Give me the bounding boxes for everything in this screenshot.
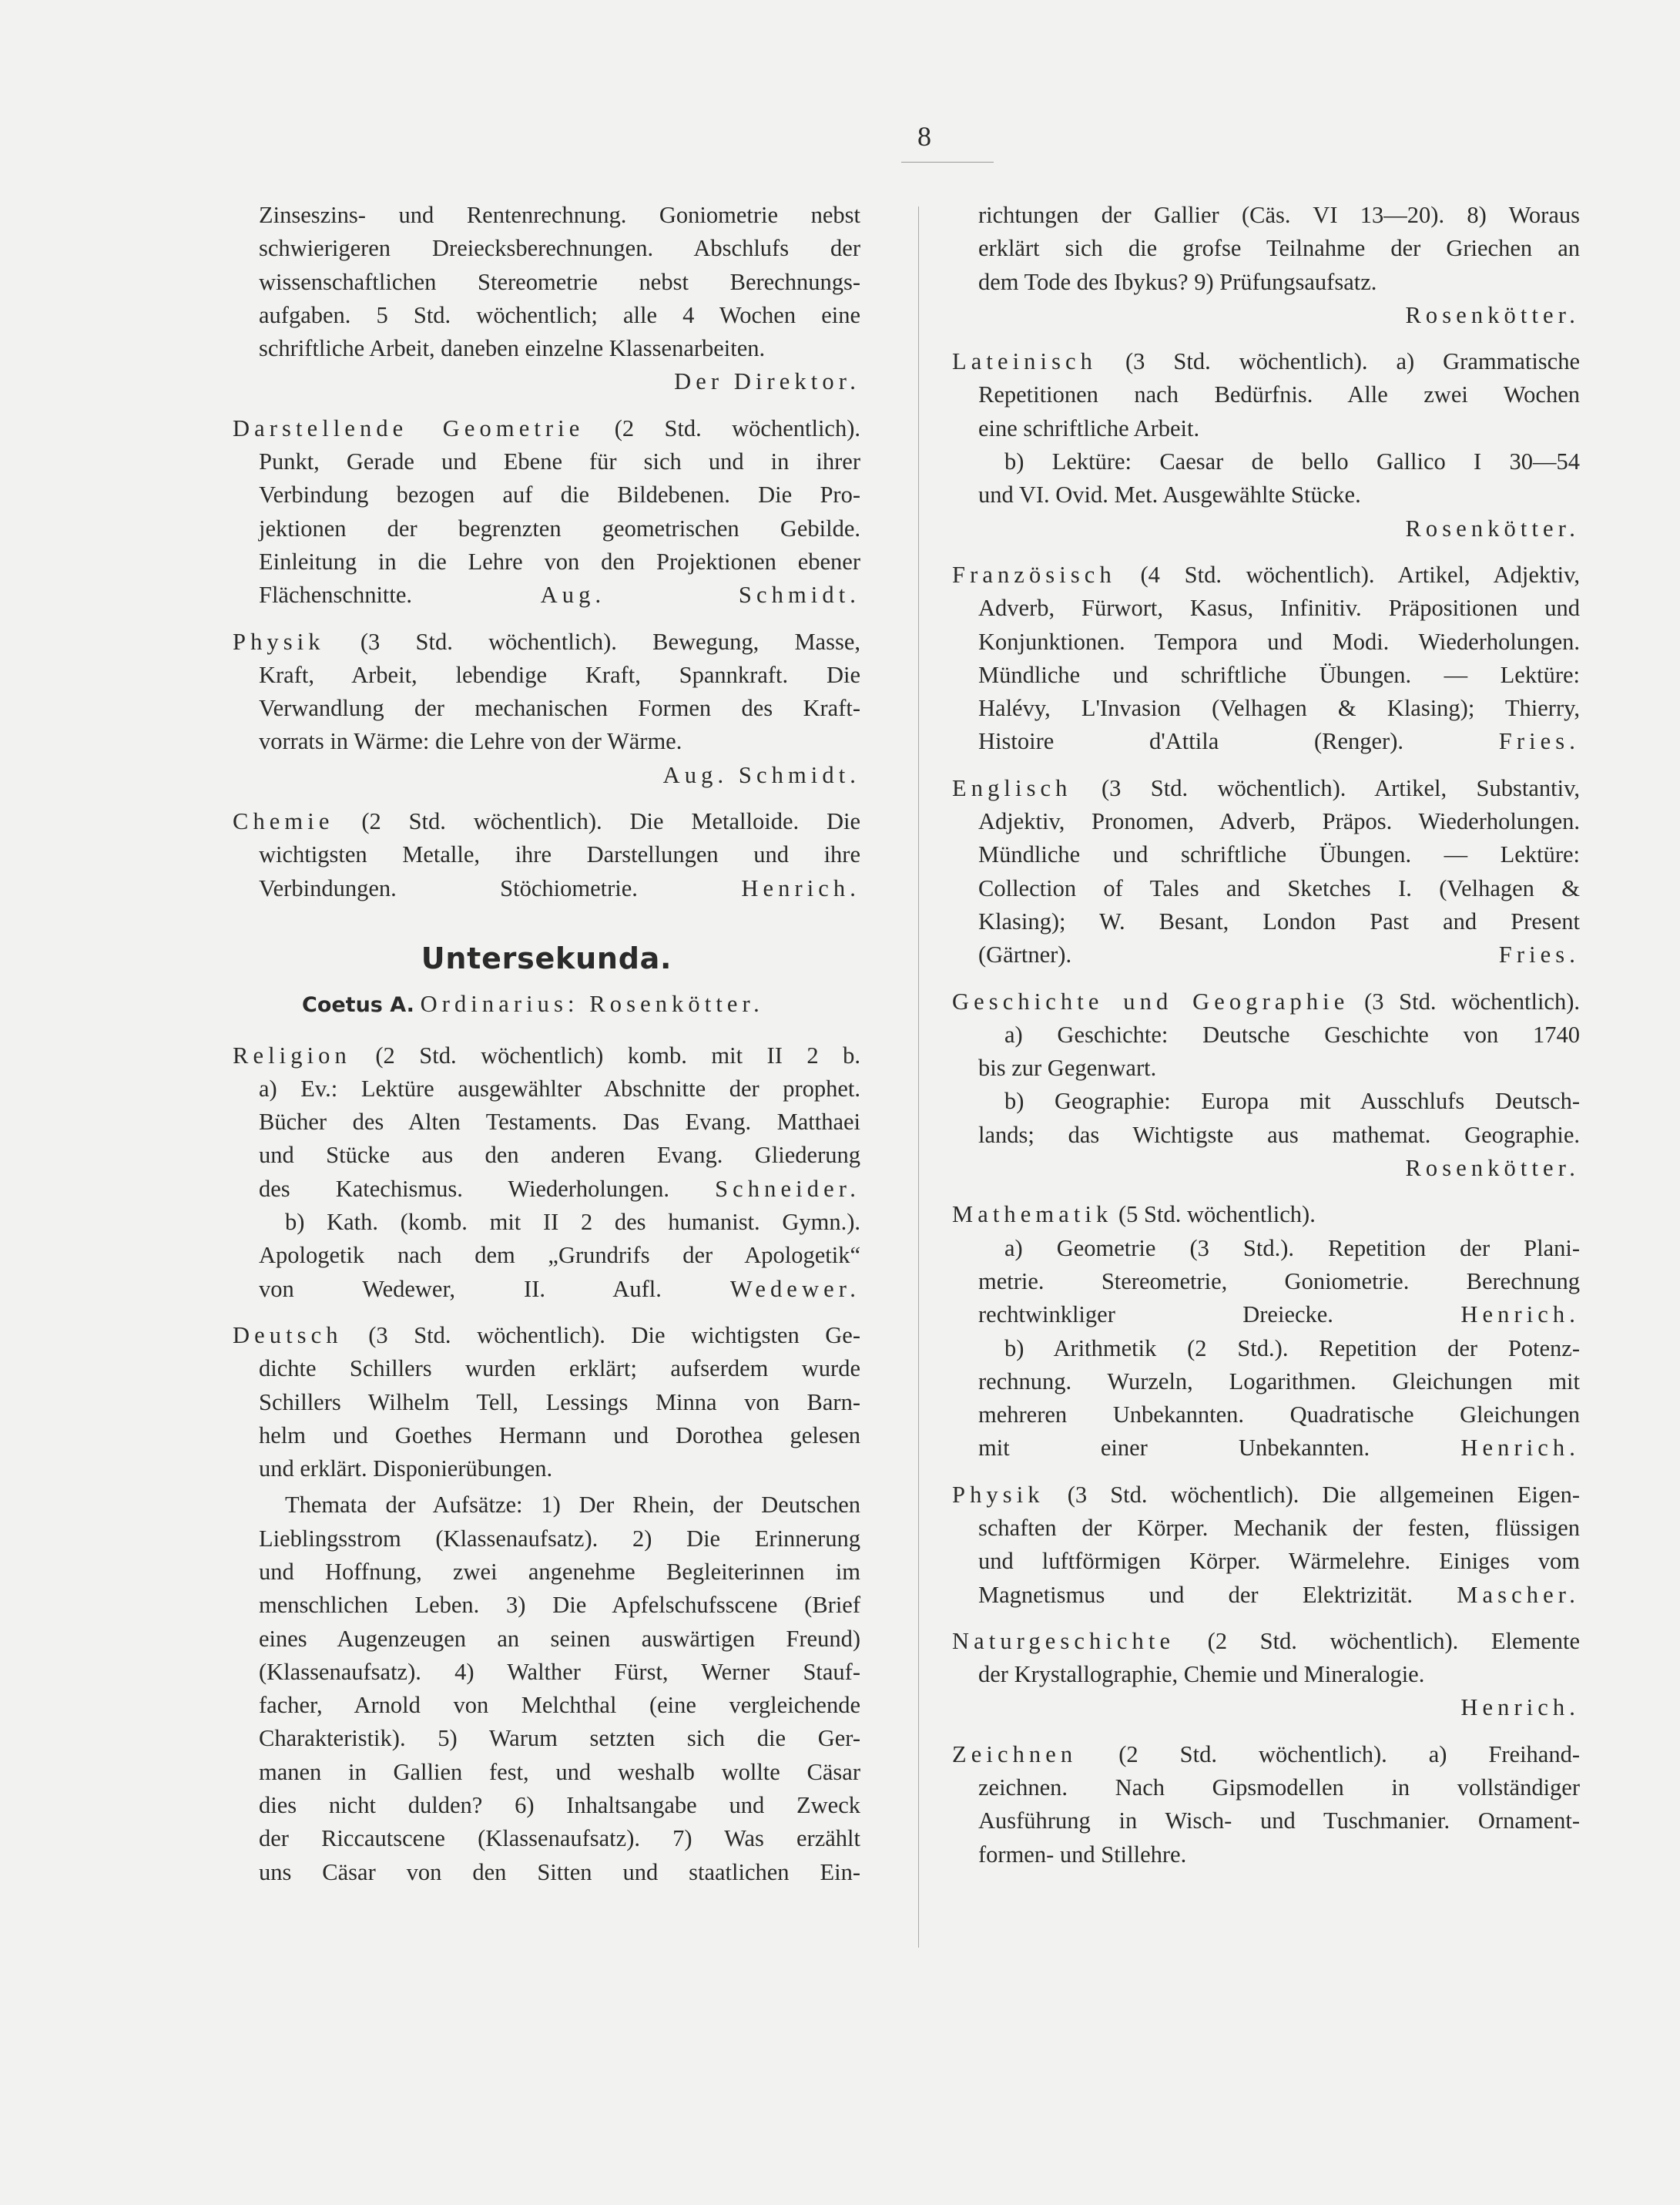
entry-chemie bbox=[233, 805, 860, 905]
text-line: schriftliche Arbeit, daneben einzelne Klassenarbeiten. bbox=[259, 335, 766, 362]
text-line: (4 Std. wöchentlich). Artikel, Adjektiv, bbox=[1115, 561, 1580, 588]
text-line: a) Ev.: Lektüre ausgewählter Abschnitte der prophet. bbox=[259, 1075, 860, 1102]
entry-religion bbox=[233, 1039, 860, 1306]
text-line: Zinseszins- und Rentenrechnung. Goniometrie nebst bbox=[259, 202, 860, 228]
text-line: metrie. Stereometrie, Goniometrie. Berechnung bbox=[978, 1267, 1580, 1294]
entry-franzoesisch bbox=[952, 559, 1580, 759]
text-line: Schillers Wilhelm Tell, Lessings Minna von Barn- bbox=[259, 1388, 860, 1415]
text-line: Apologetik nach dem „Grundrifs der Apologetik“ bbox=[259, 1242, 860, 1269]
coetus-label: Coetus A. bbox=[302, 993, 414, 1018]
subject-heading: Naturgeschichte bbox=[952, 1627, 1175, 1654]
text-line: Halévy, L'Invasion (Velhagen & Klasing); Thierry, bbox=[978, 695, 1580, 722]
teacher-signature: Henrich. bbox=[741, 874, 860, 901]
teacher-signature: Mascher. bbox=[1457, 1581, 1581, 1608]
entry-naturgeschichte bbox=[952, 1625, 1580, 1725]
text-line: der Krystallographie, Chemie und Mineralogie. bbox=[978, 1661, 1425, 1688]
text-line: zeichnen. Nach Gipsmodellen in vollständiger bbox=[978, 1774, 1580, 1801]
teacher-signature: Henrich. bbox=[1460, 1301, 1581, 1328]
text-line: Lieblingsstrom (Klassenaufsatz). 2) Die Erinnerung bbox=[259, 1525, 860, 1552]
subject-heading: Zeichnen bbox=[952, 1740, 1078, 1767]
subject-heading: Deutsch bbox=[233, 1321, 343, 1348]
text-line: Repetitionen nach Bedürfnis. Alle zwei Wochen bbox=[978, 381, 1580, 408]
subject-heading: Physik bbox=[233, 628, 325, 655]
entry-englisch bbox=[952, 772, 1580, 972]
text-line: dies nicht dulden? 6) Inhaltsangabe und Zweck bbox=[259, 1792, 860, 1819]
entry-deutsch-continued bbox=[952, 199, 1580, 332]
left-column bbox=[233, 199, 860, 1902]
text-line: Verwandlung der mechanischen Formen des Kraft- bbox=[259, 695, 860, 722]
column-divider bbox=[918, 206, 919, 1948]
text-line: Verbindung bezogen auf die Bildebenen. Die Pro- bbox=[259, 482, 860, 508]
text-line: Histoire d'Attila (Renger). bbox=[978, 728, 1403, 755]
text-line: b) Kath. (komb. mit II 2 des humanist. Gymn.). bbox=[285, 1209, 860, 1236]
text-line: schaften der Körper. Mechanik der festen, flüssigen bbox=[978, 1514, 1580, 1541]
text-line: Ausführung in Wisch- und Tuschmanier. Ornament- bbox=[978, 1807, 1580, 1834]
text-line: rechtwinkliger Dreiecke. bbox=[978, 1301, 1333, 1328]
text-line: (2 Std. wöchentlich). Die Metalloide. Die bbox=[334, 808, 860, 835]
entry-deutsch bbox=[233, 1319, 860, 1889]
text-line: (Klassenaufsatz). 4) Walther Fürst, Werner Stauf- bbox=[259, 1658, 860, 1685]
text-line: b) Arithmetik (2 Std.). Repetition der Potenz- bbox=[1004, 1334, 1580, 1361]
subject-heading: Mathematik bbox=[952, 1201, 1113, 1228]
text-line: a) Geschichte: Deutsche Geschichte von 1740 bbox=[1004, 1021, 1580, 1048]
text-line: b) Geographie: Europa mit Ausschlufs Deutsch- bbox=[1004, 1088, 1580, 1115]
text-line: a) Geometrie (3 Std.). Repetition der Plani- bbox=[1004, 1234, 1580, 1261]
section-title: Untersekunda. bbox=[421, 941, 672, 975]
entry-zeichnen bbox=[952, 1738, 1580, 1871]
text-line: formen- und Stillehre. bbox=[978, 1841, 1187, 1868]
text-line: und erklärt. Disponierübungen. bbox=[259, 1455, 553, 1482]
text-line: dem Tode des Ibykus? 9) Prüfungsaufsatz. bbox=[978, 268, 1377, 295]
subject-heading: Physik bbox=[952, 1481, 1045, 1508]
text-line: der Riccautscene (Klassenaufsatz). 7) Was erzählt bbox=[259, 1825, 860, 1852]
text-line: Punkt, Gerade und Ebene für sich und in ihrer bbox=[259, 448, 860, 475]
subject-heading: Religion bbox=[233, 1042, 351, 1069]
subject-heading: Chemie bbox=[233, 808, 334, 835]
teacher-signature: Fries. bbox=[1498, 941, 1580, 968]
text-line: (2 Std. wöchentlich). bbox=[584, 414, 860, 441]
text-line: manen in Gallien fest, und weshalb wollte Cäsar bbox=[259, 1758, 860, 1785]
page-number: 8 bbox=[917, 121, 931, 152]
text-line: mit einer Unbekannten. bbox=[978, 1435, 1370, 1462]
text-line: wissenschaftlichen Stereometrie nebst Berechnungs- bbox=[259, 268, 860, 295]
text-line: richtungen der Gallier (Cäs. VI 13—20). 8) Woraus bbox=[978, 202, 1580, 228]
text-line: aufgaben. 5 Std. wöchentlich; alle 4 Wochen eine bbox=[259, 301, 860, 328]
text-line: (3 Std. wöchentlich). Artikel, Substantiv, bbox=[1071, 774, 1580, 801]
text-line: Adjektiv, Pronomen, Adverb, Präpos. Wiederholungen. bbox=[978, 808, 1580, 835]
page-number-rule bbox=[901, 162, 994, 163]
teacher-signature: Henrich. bbox=[1460, 1694, 1580, 1721]
text-line: (3 Std. wöchentlich). Bewegung, Masse, bbox=[324, 628, 860, 655]
entry-mathematik bbox=[952, 1198, 1580, 1465]
entry-mathematik-continued bbox=[233, 199, 860, 399]
teacher-signature: Aug. Schmidt. bbox=[662, 761, 860, 788]
text-line: Kraft, Arbeit, lebendige Kraft, Spannkraft. Die bbox=[259, 661, 860, 688]
text-line: Charakteristik). 5) Warum setzten sich die Ger- bbox=[259, 1725, 860, 1752]
text-line: menschlichen Leben. 3) Die Apfelschufsscene (Brief bbox=[259, 1592, 860, 1619]
text-line: und Hoffnung, zwei angenehme Begleiterinnen im bbox=[259, 1558, 860, 1585]
text-line: uns Cäsar von den Sitten und staatlichen Ein- bbox=[259, 1858, 860, 1885]
text-line: Mündliche und schriftliche Übungen. — Lektüre: bbox=[978, 841, 1580, 868]
text-line: Magnetismus und der Elektrizität. bbox=[978, 1581, 1413, 1608]
teacher-signature: Aug. Schmidt. bbox=[540, 582, 861, 609]
entry-geschichte-geographie bbox=[952, 985, 1580, 1186]
subject-heading: Französisch bbox=[952, 561, 1116, 588]
entry-physik bbox=[233, 626, 860, 792]
text-line: erklärt sich die grofse Teilnahme der Griechen an bbox=[978, 235, 1580, 262]
coetus-line bbox=[233, 988, 860, 1022]
text-line: von Wedewer, II. Aufl. bbox=[259, 1275, 662, 1302]
text-line: Adverb, Fürwort, Kasus, Infinitiv. Präpositionen und bbox=[978, 595, 1580, 622]
text-line: und VI. Ovid. Met. Ausgewählte Stücke. bbox=[978, 482, 1361, 508]
text-line: Flächenschnitte. bbox=[259, 582, 413, 609]
text-line: lands; das Wichtigste aus mathemat. Geographie. bbox=[978, 1121, 1580, 1148]
text-line: b) Lektüre: Caesar de bello Gallico I 30—54 bbox=[1004, 448, 1580, 475]
entry-physik-right bbox=[952, 1478, 1580, 1612]
text-line: Klasing); W. Besant, London Past and Present bbox=[978, 908, 1580, 935]
text-line: Bücher des Alten Testaments. Das Evang. Matthaei bbox=[259, 1109, 860, 1136]
teacher-signature: Henrich. bbox=[1460, 1435, 1580, 1462]
subject-heading: Darstellende Geometrie bbox=[233, 414, 585, 441]
text-line: dichte Schillers wurden erklärt; aufserdem wurde bbox=[259, 1355, 860, 1382]
text-line: jektionen der begrenzten geometrischen Gebilde. bbox=[259, 515, 860, 542]
subject-heading: Englisch bbox=[952, 774, 1072, 801]
text-line: eines Augenzeugen an seinen auswärtigen Freund) bbox=[259, 1625, 860, 1652]
teacher-signature: Wedewer. bbox=[729, 1275, 861, 1302]
text-line: Themata der Aufsätze: 1) Der Rhein, der Deutschen bbox=[285, 1492, 860, 1519]
text-line: Einleitung in die Lehre von den Projektionen ebener bbox=[259, 548, 860, 575]
text-line: (3 Std. wöchentlich). a) Grammatische bbox=[1097, 348, 1580, 375]
text-line: Collection of Tales and Sketches I. (Velhagen & bbox=[978, 874, 1580, 901]
text-line: rechnung. Wurzeln, Logarithmen. Gleichungen mit bbox=[978, 1368, 1580, 1394]
ordinarius-text: Ordinarius: Rosenkötter. bbox=[420, 991, 764, 1018]
teacher-signature: Rosenkötter. bbox=[1405, 1155, 1580, 1182]
text-line: (3 Std. wöchentlich). Die wichtigsten Ge- bbox=[342, 1321, 860, 1348]
text-line: mehreren Unbekannten. Quadratische Gleichungen bbox=[978, 1401, 1580, 1428]
teacher-signature: Fries. bbox=[1498, 728, 1580, 755]
text-line: des Katechismus. Wiederholungen. bbox=[259, 1175, 670, 1202]
text-line: vorrats in Wärme: die Lehre von der Wärme. bbox=[259, 728, 682, 755]
text-line: (3 Std. wöchentlich). Die allgemeinen Eigen- bbox=[1044, 1481, 1580, 1508]
text-line: und Stücke aus den anderen Evang. Gliederung bbox=[259, 1142, 860, 1169]
text-line: eine schriftliche Arbeit. bbox=[978, 414, 1200, 441]
text-line: (Gärtner). bbox=[978, 941, 1072, 968]
text-line: und luftförmigen Körper. Wärmelehre. Einiges vom bbox=[978, 1548, 1580, 1575]
text-line: Verbindungen. Stöchiometrie. bbox=[259, 874, 638, 901]
teacher-signature: Der Direktor. bbox=[674, 368, 860, 395]
text-line: (2 Std. wöchentlich) komb. mit II 2 b. bbox=[350, 1042, 860, 1069]
text-line: (2 Std. wöchentlich). Elemente bbox=[1175, 1627, 1580, 1654]
teacher-signature: Schneider. bbox=[715, 1175, 861, 1202]
teacher-signature: Rosenkötter. bbox=[1405, 515, 1580, 542]
subject-heading: Geschichte und Geographie bbox=[952, 988, 1350, 1015]
subject-heading: Lateinisch bbox=[952, 348, 1098, 375]
text-line: schwierigeren Dreiecksberechnungen. Abschlufs der bbox=[259, 235, 860, 262]
text-line: (2 Std. wöchentlich). a) Freihand- bbox=[1077, 1740, 1580, 1767]
text-line: facher, Arnold von Melchthal (eine vergleichende bbox=[259, 1692, 860, 1719]
text-line: bis zur Gegenwart. bbox=[978, 1055, 1157, 1082]
teacher-signature: Rosenkötter. bbox=[1405, 301, 1580, 328]
text-line: (3 Std. wöchentlich). bbox=[1349, 988, 1581, 1015]
text-line: (5 Std. wöchentlich). bbox=[1112, 1201, 1316, 1228]
entry-darstellende-geometrie bbox=[233, 412, 860, 612]
right-column bbox=[952, 199, 1580, 1884]
entry-lateinisch bbox=[952, 345, 1580, 545]
text-line: Mündliche und schriftliche Übungen. — Lektüre: bbox=[978, 661, 1580, 688]
text-line: helm und Goethes Hermann und Dorothea gelesen bbox=[259, 1421, 860, 1448]
text-line: wichtigsten Metalle, ihre Darstellungen und ihre bbox=[259, 841, 860, 868]
text-line: Konjunktionen. Tempora und Modi. Wiederholungen. bbox=[978, 628, 1580, 655]
